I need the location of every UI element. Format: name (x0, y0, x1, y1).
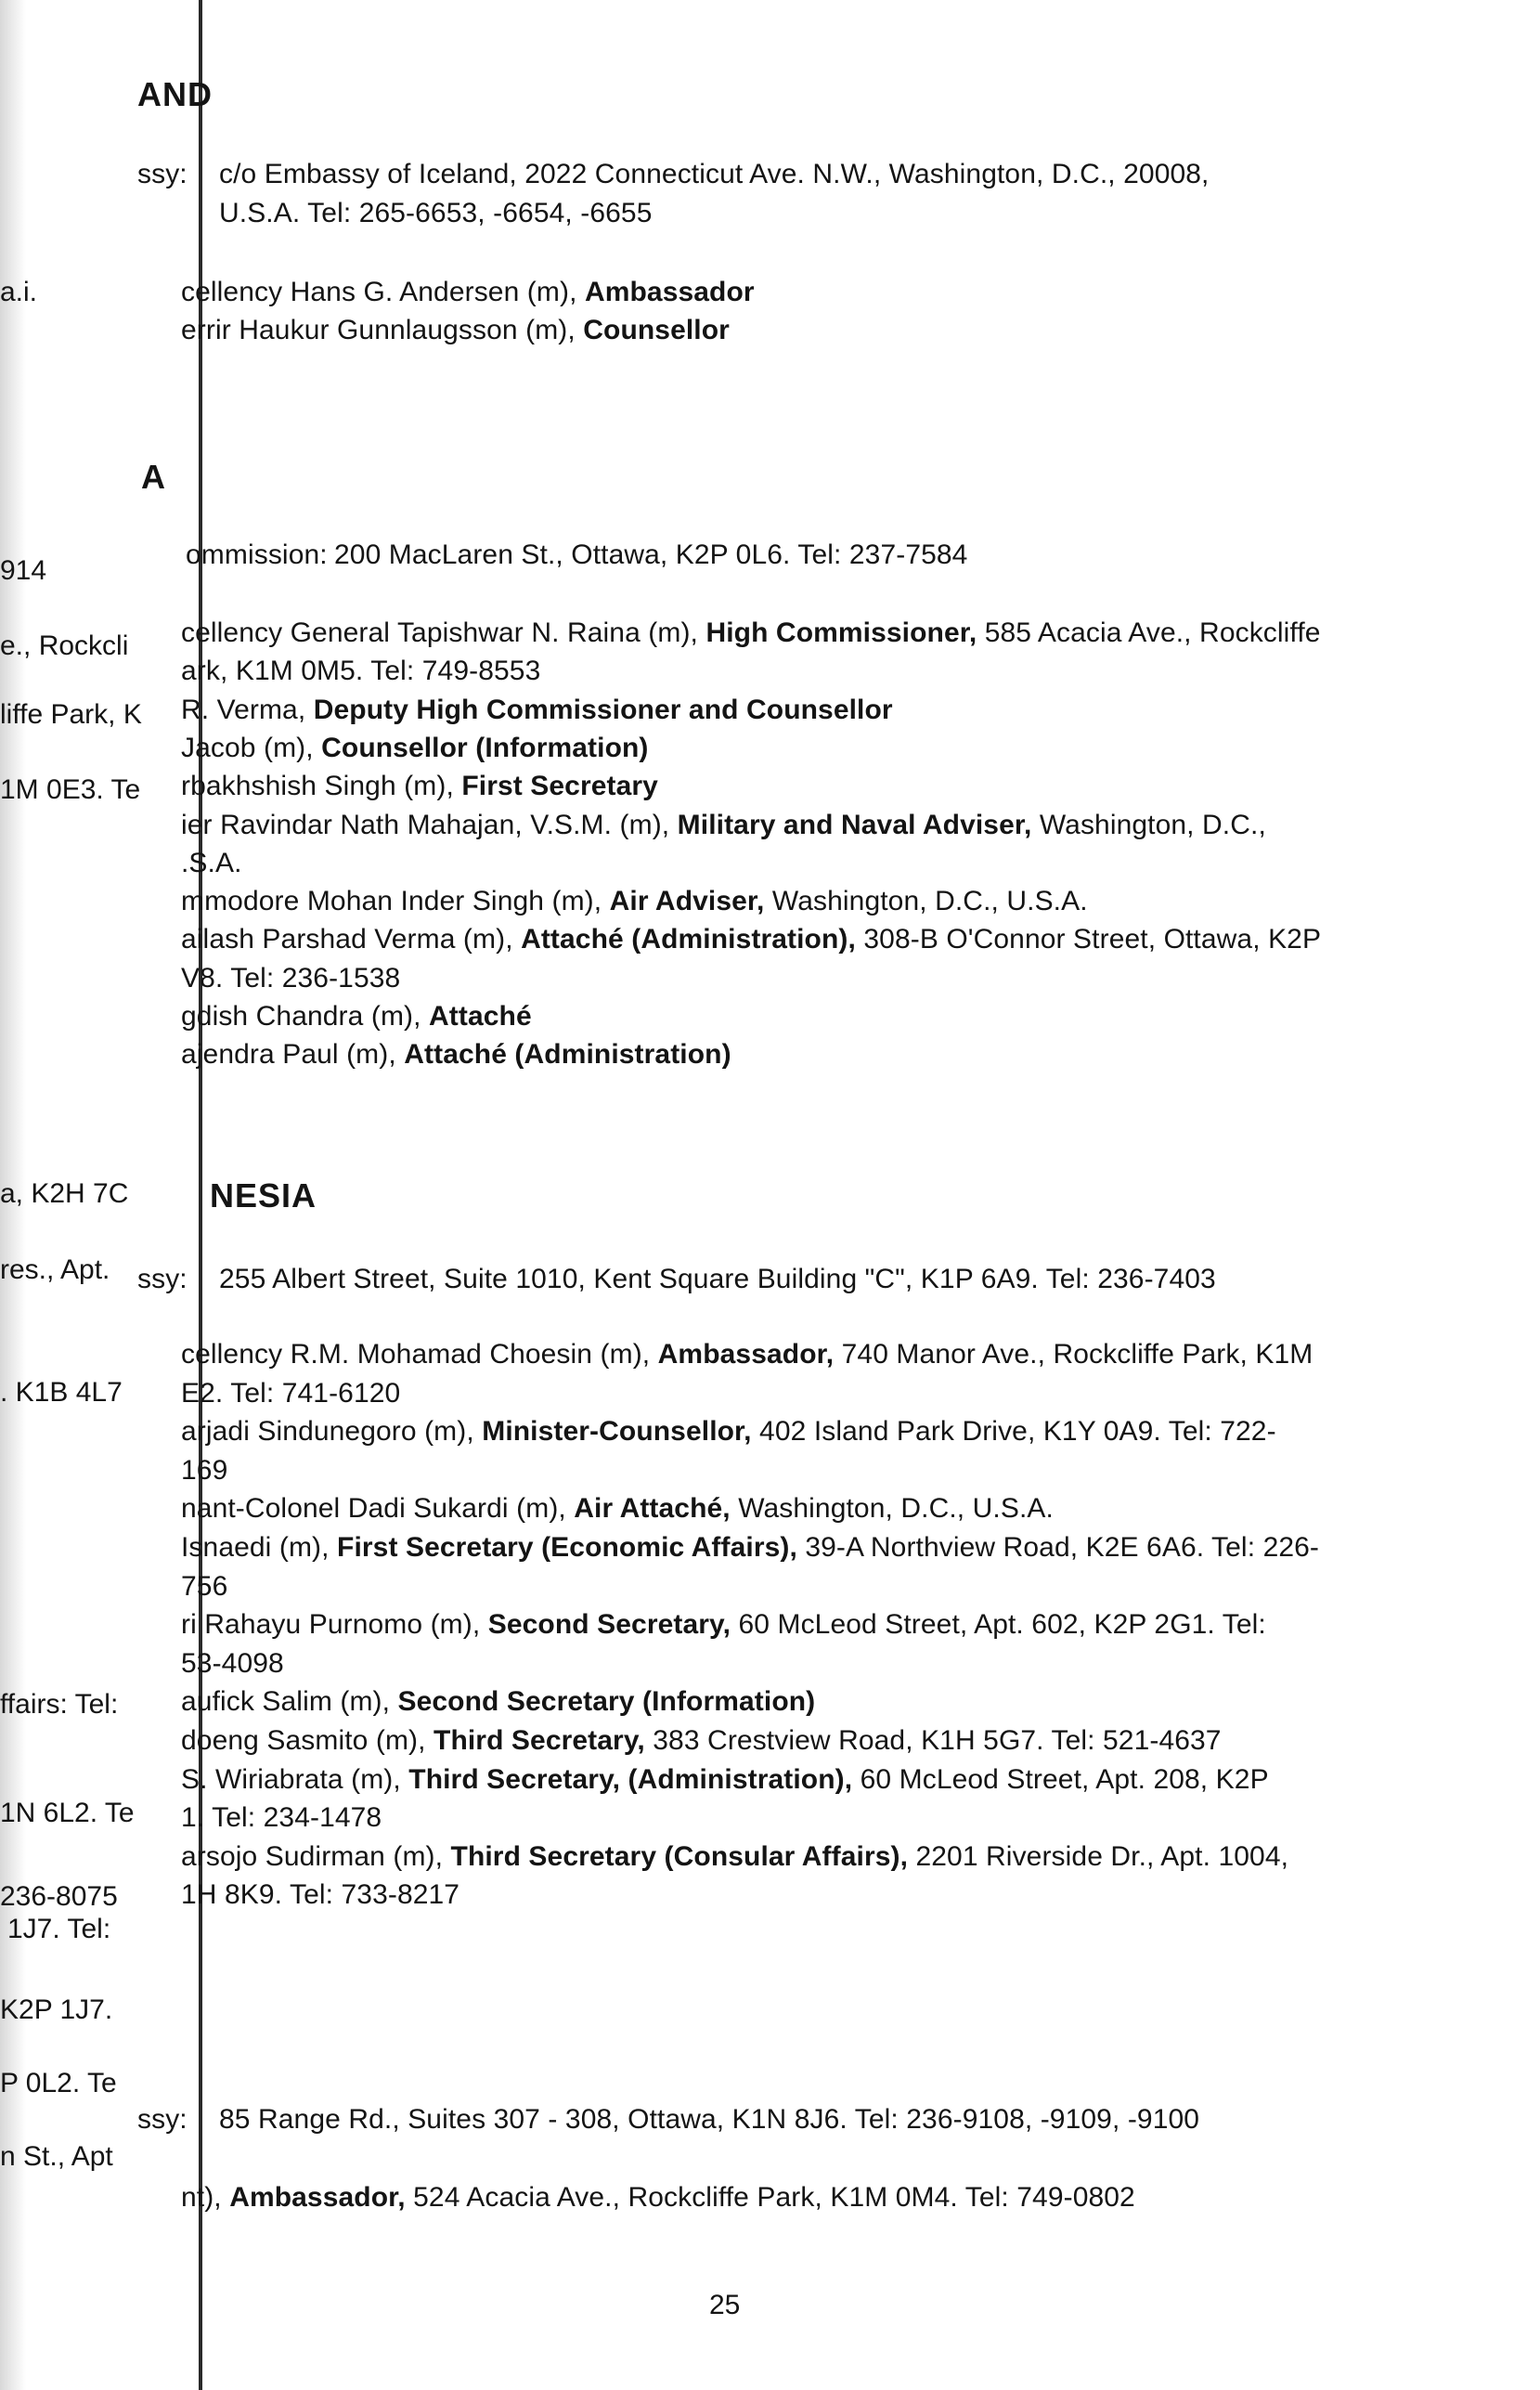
person-title: Third Secretary (Consular Affairs), (450, 1840, 909, 1872)
address-label: ommission: (186, 539, 328, 570)
person-title: Ambassador, (229, 2182, 406, 2213)
left-stub: P 0L2. Te (0, 2068, 117, 2098)
person-name: 169 (181, 1454, 228, 1486)
left-stub: 1N 6L2. Te (0, 1798, 135, 1828)
person-name: ajendra Paul (m), (181, 1039, 396, 1071)
person-title: High Commissioner, (705, 617, 977, 648)
left-stub: 1J7. Tel: (7, 1914, 111, 1944)
person-name: nt), (181, 2182, 222, 2213)
person-name: S. Wiriabrata (m), (181, 1763, 401, 1795)
person-entry (181, 655, 540, 688)
address-line: 85 Range Rd., Suites 307 - 308, Ottawa, K1N 8J6. Tel: 236-9108, -9109, -9100 (219, 2104, 1200, 2135)
person-entry (181, 1531, 1319, 1565)
address-label: ssy: (137, 1264, 188, 1294)
person-title: Ambassador, (657, 1339, 835, 1370)
person-title: Third Secretary, (434, 1725, 645, 1756)
address-label: ssy: (137, 2104, 188, 2135)
person-address: Washington, D.C., U.S.A. (738, 1493, 1054, 1525)
person-name: doeng Sasmito (m), (181, 1725, 426, 1756)
person-entry (181, 1763, 1269, 1797)
person-entry (181, 1608, 1266, 1642)
person-name: .S.A. (181, 847, 242, 878)
person-entry (181, 962, 400, 995)
left-stub: e., Rockcli (0, 630, 129, 661)
person-entry (181, 1647, 284, 1681)
person-name: Jacob (m), (181, 732, 314, 763)
left-stub: K2P 1J7. (0, 1994, 113, 2025)
person-address: Washington, D.C., U.S.A. (771, 886, 1088, 917)
person-address: 383 Crestview Road, K1H 5G7. Tel: 521-4637 (653, 1725, 1222, 1756)
person-title: Counsellor (Information) (321, 732, 649, 763)
person-name: arsojo Sudirman (m), (181, 1840, 444, 1872)
person-entry (181, 1492, 1054, 1526)
person-entry (181, 732, 649, 765)
person-name: 756 (181, 1570, 228, 1602)
left-stub: 236-8075 (0, 1881, 118, 1912)
person-entry (181, 1415, 1276, 1448)
person-name: cellency R.M. Mohamad Choesin (m), (181, 1339, 651, 1370)
person-name: cellency Hans G. Andersen (m), (181, 277, 577, 307)
scan-seam-line (199, 0, 202, 2390)
left-stub: a.i. (0, 277, 38, 307)
person-entry (181, 1878, 459, 1912)
person-entry (181, 1377, 400, 1410)
person-name: ri Rahayu Purnomo (m), (181, 1609, 481, 1641)
person-entry (181, 770, 658, 803)
person-address: Washington, D.C., (1039, 809, 1266, 840)
person-title: Deputy High Commissioner and Counsellor (313, 694, 893, 725)
person-title: Air Adviser, (609, 886, 765, 917)
person-title: Counsellor (583, 315, 730, 345)
person-name: 53-4098 (181, 1647, 284, 1679)
person-entry (181, 847, 242, 880)
person-name: V8. Tel: 236-1538 (181, 962, 401, 994)
person-entry (181, 1000, 532, 1033)
person-address: 2201 Riverside Dr., Apt. 1004, (915, 1840, 1289, 1872)
left-stub: 1M 0E3. Te (0, 774, 141, 805)
person-entry (181, 1038, 731, 1072)
person-address: 402 Island Park Drive, K1Y 0A9. Tel: 722- (759, 1416, 1276, 1448)
page-number: 25 (709, 2290, 741, 2320)
person-entry (181, 1840, 1288, 1874)
address-line: c/o Embassy of Iceland, 2022 Connecticut Ave. N.W., Washington, D.C., 20008, (219, 159, 1210, 189)
person-name: ark, K1M 0M5. Tel: 749-8553 (181, 656, 541, 687)
person-name: 1. Tel: 234-1478 (181, 1802, 382, 1834)
person-entry (181, 2181, 1135, 2215)
person-title: Air Attaché, (574, 1493, 731, 1525)
person-name: rbakhshish Singh (m), (181, 771, 454, 802)
person-entry (181, 1801, 382, 1835)
person-name: nant-Colonel Dadi Sukardi (m), (181, 1493, 566, 1525)
left-stub: a, K2H 7C (0, 1178, 129, 1209)
person-address: 39-A Northview Road, K2E 6A6. Tel: 226- (805, 1532, 1320, 1563)
person-address: 524 Acacia Ave., Rockcliffe Park, K1M 0M4. Tel: 749-0802 (413, 2182, 1135, 2213)
person-title: Second Secretary, (487, 1609, 731, 1641)
left-stub: . K1B 4L7 (0, 1377, 123, 1408)
person-name: arjadi Sindunegoro (m), (181, 1416, 474, 1448)
section-heading-iceland: AND (137, 75, 213, 113)
person-address: 60 McLeod Street, Apt. 602, K2P 2G1. Tel: (738, 1609, 1266, 1641)
person-title: Military and Naval Adviser, (677, 809, 1032, 840)
address-label: ssy: (137, 159, 188, 189)
person-entry (181, 809, 1266, 842)
person-name: aufick Salim (m), (181, 1686, 391, 1718)
person-name: errir Haukur Gunnlaugsson (m), (181, 315, 576, 345)
person-entry (181, 314, 730, 347)
person-name: E2. Tel: 741-6120 (181, 1377, 401, 1409)
person-name: R. Verma, (181, 694, 306, 725)
person-title: Attaché (429, 1001, 532, 1032)
person-title: Second Secretary (Information) (397, 1686, 816, 1718)
person-entry (181, 1724, 1222, 1758)
person-entry (181, 1570, 227, 1604)
section-heading-indonesia: NESIA (210, 1176, 317, 1214)
person-title: Third Secretary, (Administration), (408, 1763, 853, 1795)
person-name: mmodore Mohan Inder Singh (m), (181, 886, 602, 917)
address-line: 200 MacLaren St., Ottawa, K2P 0L6. Tel: 237-7584 (334, 539, 968, 570)
person-title: First Secretary (461, 771, 658, 802)
address-line: U.S.A. Tel: 265-6653, -6654, -6655 (219, 198, 653, 228)
person-title: Attaché (Administration), (521, 924, 856, 955)
person-entry (181, 694, 893, 727)
person-name: ailash Parshad Verma (m), (181, 924, 513, 955)
person-entry (181, 923, 1321, 956)
section-heading-india: A (141, 458, 166, 496)
person-entry (181, 1454, 227, 1487)
person-name: ier Ravindar Nath Mahajan, V.S.M. (m), (181, 809, 670, 840)
person-entry (181, 1338, 1313, 1371)
person-name: 1H 8K9. Tel: 733-8217 (181, 1879, 460, 1911)
person-address: 308-B O'Connor Street, Ottawa, K2P (863, 924, 1322, 955)
person-address: 585 Acacia Ave., Rockcliffe (984, 617, 1321, 648)
person-name: Isnaedi (m), (181, 1532, 330, 1563)
person-title: Minister-Counsellor, (482, 1416, 752, 1448)
person-address: 60 McLeod Street, Apt. 208, K2P (860, 1763, 1269, 1795)
left-stub: 914 (0, 555, 47, 586)
person-entry (181, 276, 755, 309)
address-line: 255 Albert Street, Suite 1010, Kent Square Building "C", K1P 6A9. Tel: 236-7403 (219, 1264, 1216, 1294)
left-stub: ffairs: Tel: (0, 1689, 119, 1720)
person-title: Attaché (Administration) (404, 1039, 731, 1071)
left-stub: n St., Apt (0, 2141, 113, 2172)
left-stub: res., Apt. (0, 1254, 110, 1285)
person-name: gdish Chandra (m), (181, 1001, 421, 1032)
left-stub: liffe Park, K (0, 699, 142, 730)
person-entry (181, 885, 1088, 918)
person-address: 740 Manor Ave., Rockcliffe Park, K1M (841, 1339, 1314, 1370)
person-entry (181, 1685, 815, 1719)
person-title: First Secretary (Economic Affairs), (337, 1532, 797, 1563)
person-title: Ambassador (584, 277, 755, 307)
person-name: cellency General Tapishwar N. Raina (m), (181, 617, 698, 648)
person-entry (181, 617, 1321, 650)
